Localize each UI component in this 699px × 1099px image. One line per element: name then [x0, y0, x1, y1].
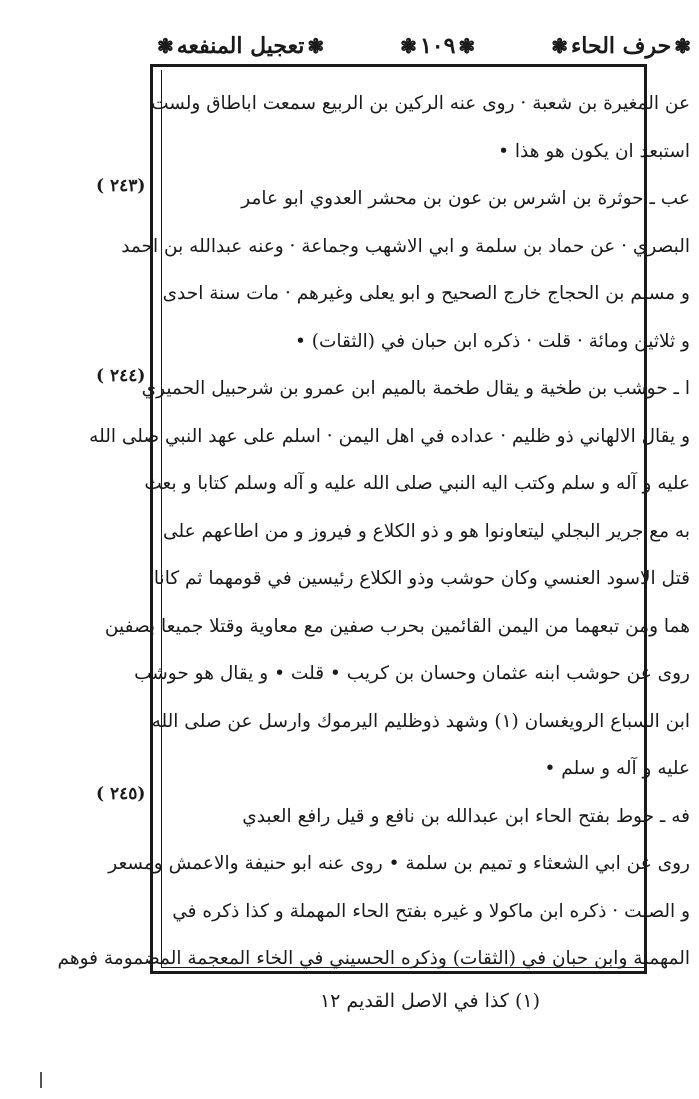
text-line: عن المغيرة بن شعبة · روى عنه الركين بن الربيع سمعت اباطاق ولست	[151, 93, 690, 114]
ornament-icon: ❃	[458, 34, 476, 58]
text-line: عب ـ حوثرة بن اشرس بن عون بن محشر العدوي ابو عامر	[241, 188, 690, 209]
text-line: عليه و آله و سلم •	[544, 758, 690, 779]
book-title	[154, 33, 327, 59]
ornament-icon: ❃	[674, 34, 691, 58]
footnote: (١) كذا في الاصل القديم ١٢	[319, 990, 541, 1012]
ornament-icon: ❃	[400, 34, 417, 58]
page-number-text: ١٠٩	[419, 33, 456, 59]
text-line: روى عن حوشب ابنه عثمان وحسان بن كريب • قلت • و يقال هو حوشب	[134, 663, 690, 684]
text-line: به مع جرير البجلي ليتعاونوا هو و ذو الكلاع و فيروز و من اطاعهم على	[163, 520, 690, 542]
text-line: البصري · عن حماد بن سلمة و ابي الاشهب وجماعة · وعنه عبدالله بن احمد	[121, 235, 690, 257]
scan-artifact	[40, 1072, 42, 1088]
text-line: المهملة وابن حبان في (الثقات) وذكره الحسيني في الخاء المعجمة المضمومة فوهم	[57, 948, 690, 969]
page-number	[397, 33, 478, 59]
page-header	[150, 26, 698, 66]
ornament-icon: ❃	[307, 34, 325, 58]
text-line: و مسلم بن الحجاج خارج الصحيح و ابو يعلى وغيرهم · مات سنة احدى	[162, 283, 690, 304]
text-line: و ثلاثين ومائة · قلت · ذكره ابن حبان في (الثقات) •	[294, 330, 690, 352]
text-line: روى عن ابي الشعثاء و تميم بن سلمة • روى عنه ابو حنيفة والاعمش ومسعر	[108, 853, 690, 874]
ornament-icon: ❃	[157, 34, 174, 58]
text-line: فه ـ حوط بفتح الحاء ابن عبدالله بن نافع و قيل رافع العبدي	[242, 805, 690, 827]
text-line: ا ـ حوشب بن طخية و يقال طخمة بالميم ابن عمرو بن شرحبيل الحميري	[141, 378, 690, 399]
text-line: و يقال الالهاني ذو ظليم · عداده في اهل اليمن · اسلم على عهد النبي صلى الله	[89, 425, 690, 447]
section-title	[548, 33, 694, 59]
text-line: ابن السباع الرويغسان (١) وشهد ذوظليم اليرموك وارسل عن صلى الله	[151, 710, 690, 732]
text-line: هما ومن تبعهما من اليمن القائمين بحرب صفين مع معاوية وقتلا جميعا بصفين	[104, 615, 690, 637]
entry-number: ( ٢٤٥)	[96, 784, 146, 804]
ornament-icon: ❃	[551, 34, 568, 58]
entry-number: ( ٢٤٣)	[96, 176, 146, 196]
text-line: عليه و آله و سلم وكتب اليه النبي صلى الله عليه و آله وسلم كتابا و بعث	[144, 473, 690, 494]
entry-number: ( ٢٤٤)	[96, 366, 146, 386]
text-line: استبعد ان يكون هو هذا •	[498, 140, 690, 162]
text-line: و الصلت · ذكره ابن ماكولا و غيره بفتح الحاء المهملة و كذا ذكره في	[172, 900, 690, 922]
text-line: قتل الاسود العنسي وكان حوشب وذو الكلاع رئيسين في قومهما ثم كانا	[153, 568, 690, 589]
book-title-text: تعجيل المنفعه	[176, 33, 305, 59]
section-title-text: حرف الحاء	[570, 33, 672, 59]
